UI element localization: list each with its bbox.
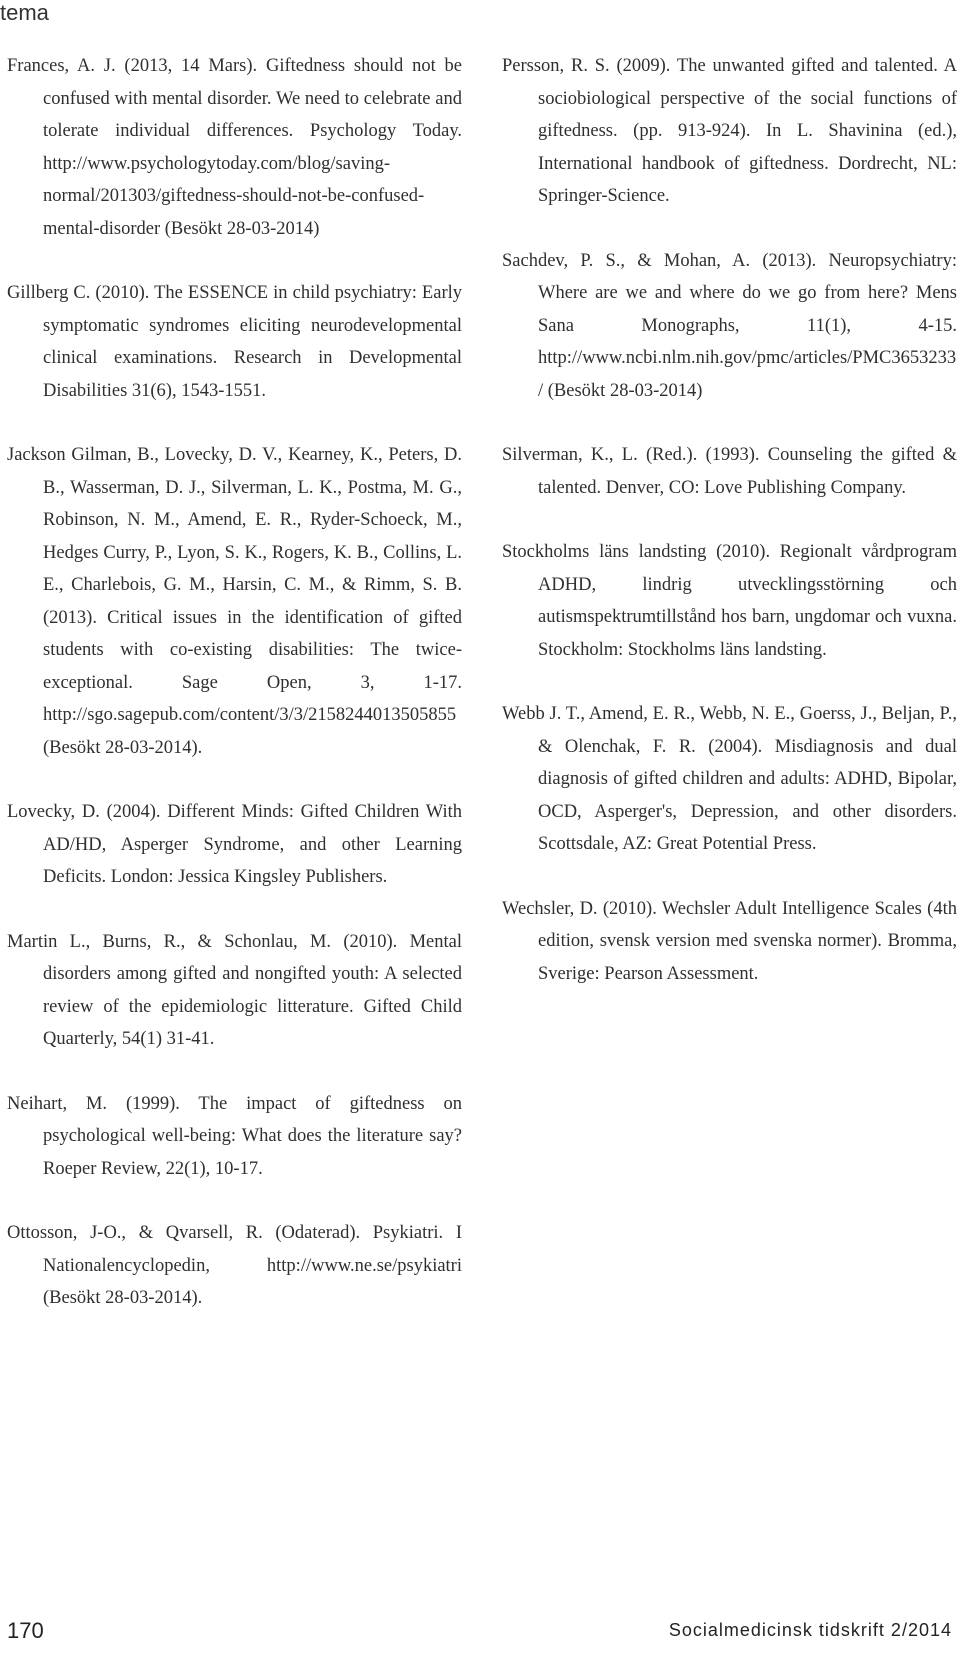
reference-entry: Frances, A. J. (2013, 14 Mars). Giftedness should not be confused with mental disorder. We need to celebrate and tolerate individual differences. Psychology Today. http://www.psychologytoday.com/blog/saving-normal/201303/giftedness-should-not-be-confused-mental-disorder (Besökt 28-03-2014) xyxy=(7,56,462,239)
reference-entry: Stockholms läns landsting (2010). Regionalt vårdprogram ADHD, lindrig utvecklingsstörning och autismspektrumtillstånd hos barn, ungdomar och vuxna. Stockholm: Stockholms läns landsting. xyxy=(502,542,957,660)
reference-entry: Webb J. T., Amend, E. R., Webb, N. E., Goerss, J., Beljan, P., & Olenchak, F. R. (2004). Misdiagnosis and dual diagnosis of gifted children and adults: ADHD, Bipolar, OCD, Asperger's, Depression, and other disorders. Scottsdale, AZ: Great Potential Press. xyxy=(502,704,957,854)
page-number: 170 xyxy=(7,1618,44,1643)
reference-entry: Neihart, M. (1999). The impact of giftedness on psychological well-being: What does the literature say? Roeper Review, 22(1), 10-17. xyxy=(7,1093,462,1179)
reference-entry: Jackson Gilman, B., Lovecky, D. V., Kearney, K., Peters, D. B., Wasserman, D. J., Silverman, L. K., Postma, M. G., Robinson, N. M., Amend, E. R., Ryder-Schoeck, M., Hedges Curry, P., Lyon, S. K., Rogers, K. B., Collins, L. E., Charlebois, G. M., Harsin, C. M., & Rimm, S. B. (2013). Critical issues in the identification of gifted students with co-existing disabilities: The twice-exceptional. Sage Open, 3, 1-17. http://sgo.sagepub.com/content/3/3/2158244013505855 (Besökt 28-03-2014). xyxy=(7,445,462,758)
reference-entry: Martin L., Burns, R., & Schonlau, M. (2010). Mental disorders among gifted and nongifted youth: A selected review of the epidemiologic litterature. Gifted Child Quarterly, 54(1) 31-41. xyxy=(7,931,462,1049)
reference-entry: Persson, R. S. (2009). The unwanted gifted and talented. A sociobiological perspective of the social functions of giftedness. (pp. 913-924). In L. Shavinina (ed.), International handbook of giftedness. Dordrecht, NL: Springer-Science. xyxy=(502,56,957,206)
section-label: tema xyxy=(0,0,49,25)
reference-entry: Silverman, K., L. (Red.). (1993). Counseling the gifted & talented. Denver, CO: Love Publishing Company. xyxy=(502,445,957,498)
reference-entry: Ottosson, J-O., & Qvarsell, R. (Odaterad). Psykiatri. I Nationalencyclopedin, http://www.ne.se/psykiatri (Besökt 28-03-2014). xyxy=(7,1223,462,1308)
journal-name: Socialmedicinsk tidskrift 2/2014 xyxy=(668,1620,952,1640)
reference-entry: Gillberg C. (2010). The ESSENCE in child psychiatry: Early symptomatic syndromes eliciting neurodevelopmental clinical examinations. Research in Developmental Disabilities 31(6), 1543-1551. xyxy=(7,283,462,401)
reference-entry: Lovecky, D. (2004). Different Minds: Gifted Children With AD/HD, Asperger Syndrome, and other Learning Deficits. London: Jessica Kingsley Publishers. xyxy=(7,802,462,887)
reference-column-left xyxy=(7,50,462,1347)
reference-entry: Wechsler, D. (2010). Wechsler Adult Intelligence Scales (4th edition, svensk version med svenska normer). Bromma, Sverige: Pearson Assessment. xyxy=(502,898,957,984)
reference-entry: Sachdev, P. S., & Mohan, A. (2013). Neuropsychiatry: Where are we and where do we go from here? Mens Sana Monographs, 11(1), 4-15. http://www.ncbi.nlm.nih.gov/pmc/articles/PMC3653233/ (Besökt 28-03-2014) xyxy=(502,250,957,401)
reference-column-right xyxy=(502,50,957,1022)
